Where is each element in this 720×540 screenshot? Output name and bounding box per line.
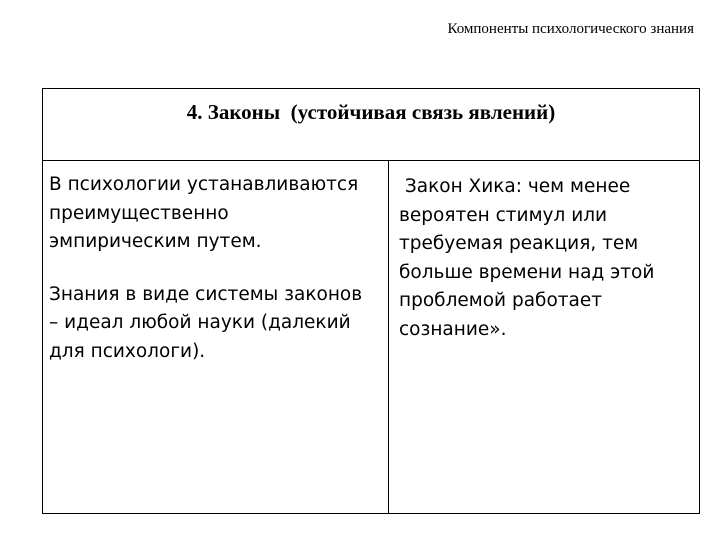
- text-line: больше времени над этой: [399, 261, 655, 283]
- text-line: сознание».: [399, 318, 507, 340]
- text-line: Закон Хика: чем менее: [399, 176, 631, 197]
- slide-header: Компоненты психологического знания: [447, 21, 694, 37]
- text-line: проблемой работает: [399, 290, 603, 311]
- text-line: вероятен стимул или: [399, 204, 608, 226]
- column-divider: [388, 161, 389, 513]
- text-line: преимущественно: [49, 202, 229, 224]
- text-line: требуемая реакция, тем: [399, 233, 639, 254]
- table-title-row: [43, 89, 699, 161]
- text-line: эмпирическим путем.: [49, 231, 262, 252]
- content-table: [42, 88, 700, 514]
- section-title: 4. Законы (устойчивая связь явлений): [186, 100, 556, 124]
- text-line: Знания в виде системы законов: [49, 283, 363, 305]
- text-line: В психологии устанавливаются: [49, 174, 359, 195]
- right-cell: [399, 173, 694, 344]
- paragraph-laws-ideal: [49, 281, 381, 367]
- text-line: – идеал любой науки (далекий: [49, 312, 351, 333]
- left-cell: [49, 171, 381, 366]
- paragraph-hick-law: [399, 173, 694, 344]
- text-line: для психологи).: [49, 340, 206, 362]
- paragraph-empirical: [49, 171, 381, 257]
